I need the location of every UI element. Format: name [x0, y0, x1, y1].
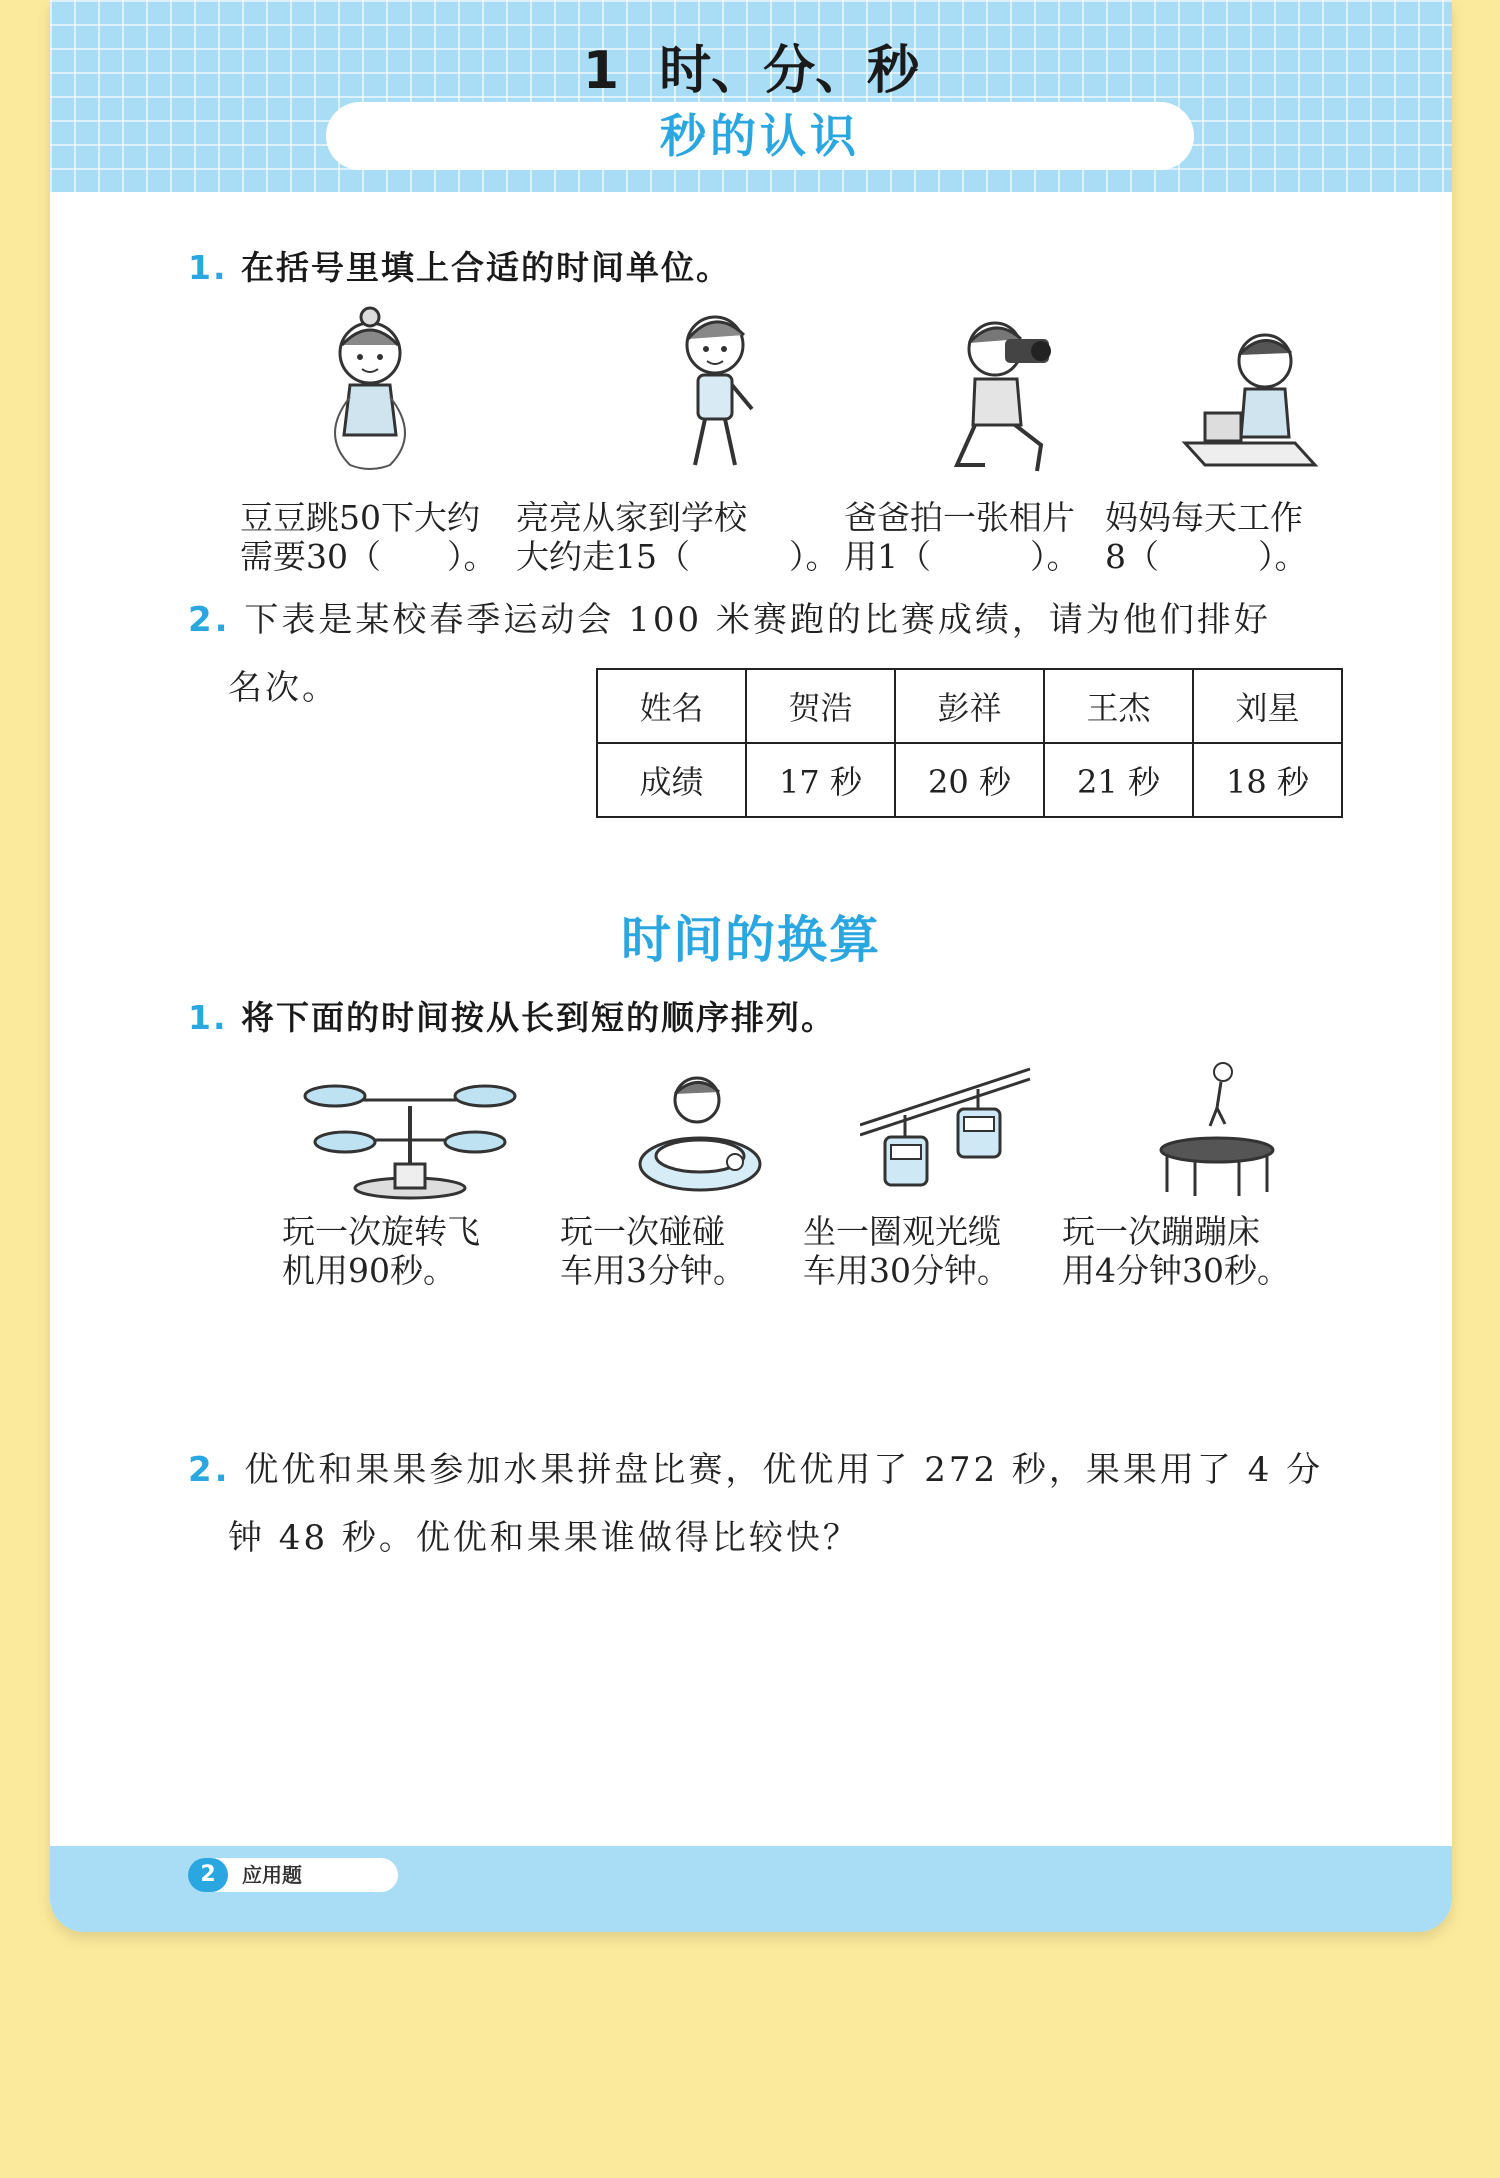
- q1-item-1-caption: 豆豆跳50下大约 需要30（ ）。: [240, 498, 497, 576]
- table-header-cell: 姓名: [597, 669, 746, 743]
- q3-item-1-caption: 玩一次旋转飞 机用90秒。: [282, 1212, 480, 1290]
- dad-taking-photo-illustration: [945, 315, 1065, 480]
- table-cell: 刘星: [1193, 669, 1342, 743]
- question-text-line1: 优优和果果参加水果拼盘比赛，优优用了 272 秒，果果用了 4 分: [244, 1450, 1324, 1490]
- question-number: 2.: [188, 1450, 231, 1490]
- table-cell: 王杰: [1044, 669, 1193, 743]
- chapter-number: 1: [582, 41, 620, 101]
- q3-item-3-caption: 坐一圈观光缆 车用30分钟。: [803, 1212, 1010, 1290]
- chapter-title: 时、分、秒: [659, 41, 920, 101]
- table-cell: 21 秒: [1044, 743, 1193, 817]
- race-results-table: [596, 668, 1343, 818]
- question-4-prompt: [188, 1436, 1323, 1504]
- trampoline-illustration: [1155, 1060, 1280, 1202]
- section-title-seconds: 秒的认识: [326, 102, 1194, 170]
- girl-jumping-rope-illustration: [300, 305, 440, 475]
- mom-working-laptop-illustration: [1175, 325, 1325, 480]
- table-header-cell: 成绩: [597, 743, 746, 817]
- question-text-line2: 钟 48 秒。优优和果果谁做得比较快？: [228, 1518, 860, 1558]
- section-title-time-conversion: 时间的换算: [621, 911, 881, 969]
- question-number: 2.: [188, 600, 231, 640]
- table-row: [597, 743, 1342, 817]
- page-number: 2: [188, 1858, 228, 1892]
- cable-car-illustration: [860, 1065, 1035, 1200]
- table-cell: 彭祥: [895, 669, 1044, 743]
- q3-item-4-caption: 玩一次蹦蹦床 用4分钟30秒。: [1062, 1212, 1290, 1290]
- footer-label: 应用题: [242, 1863, 302, 1887]
- q1-item-4-caption: 妈妈每天工作 8（ ）。: [1105, 498, 1308, 576]
- question-2-prompt: [188, 586, 1271, 654]
- question-number: 1.: [188, 248, 228, 287]
- bumper-car-illustration: [635, 1072, 765, 1197]
- table-cell: 20 秒: [895, 743, 1044, 817]
- question-text: 将下面的时间按从长到短的顺序排列。: [241, 998, 836, 1037]
- question-1-prompt: [188, 242, 731, 289]
- chapter-heading: [50, 28, 1452, 103]
- question-number: 1.: [188, 998, 228, 1037]
- table-cell: 18 秒: [1193, 743, 1342, 817]
- table-row: [597, 669, 1342, 743]
- footer-tab: [188, 1858, 398, 1892]
- question-text-line2: 名次。: [228, 668, 339, 708]
- spinning-plane-ride-illustration: [295, 1070, 525, 1200]
- table-cell: 贺浩: [746, 669, 895, 743]
- table-cell: 17 秒: [746, 743, 895, 817]
- question-text: 在括号里填上合适的时间单位。: [241, 248, 731, 287]
- question-3-prompt: [188, 992, 836, 1039]
- boy-walking-illustration: [660, 305, 770, 480]
- q3-item-2-caption: 玩一次碰碰 车用3分钟。: [560, 1212, 746, 1290]
- worksheet-page: [50, 0, 1452, 1932]
- question-text-line1: 下表是某校春季运动会 100 米赛跑的比赛成绩，请为他们排好: [244, 600, 1271, 640]
- q1-item-2-caption: 亮亮从家到学校 大约走15（ ）。: [516, 498, 839, 576]
- q1-item-3-caption: 爸爸拍一张相片 用1（ ）。: [844, 498, 1080, 576]
